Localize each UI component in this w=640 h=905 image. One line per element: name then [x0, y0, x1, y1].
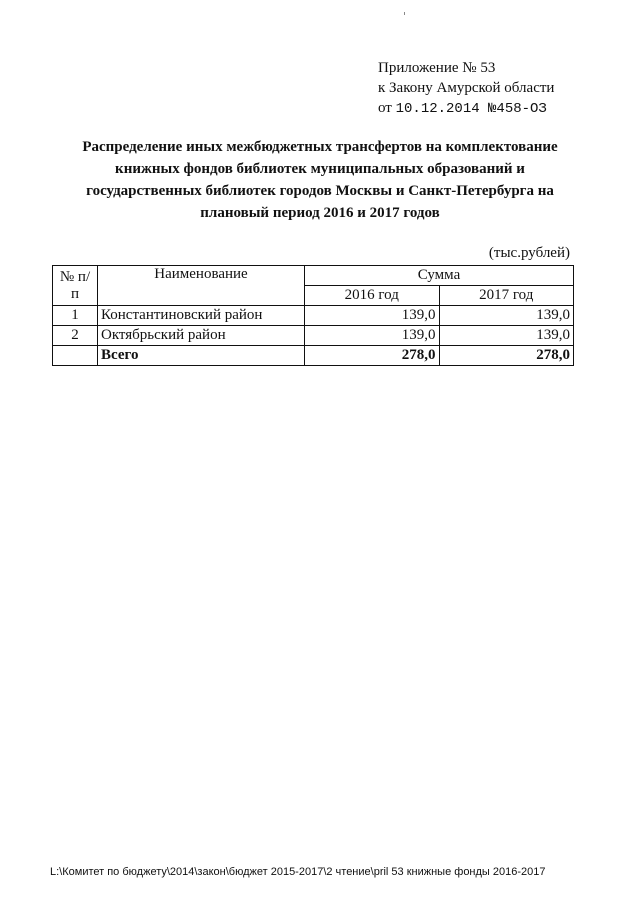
header-sum: Сумма	[305, 266, 574, 286]
row-2016: 139,0	[305, 306, 440, 326]
row-2016: 139,0	[305, 326, 440, 346]
total-2017: 278,0	[439, 346, 574, 366]
header-2017: 2017 год	[439, 286, 574, 306]
header-name: Наименование	[98, 266, 305, 306]
table-total-row	[53, 346, 574, 366]
row-name: Константиновский район	[98, 306, 305, 326]
appendix-header	[378, 58, 554, 119]
table-row	[53, 326, 574, 346]
appendix-date-prefix: от	[378, 100, 392, 116]
units-label: (тыс.рублей)	[488, 245, 570, 261]
appendix-law: к Закону Амурской области	[378, 80, 555, 96]
scan-speck	[404, 12, 405, 15]
appendix-date-value: 10.12.2014 №458-ОЗ	[395, 101, 547, 117]
appendix-date	[378, 98, 554, 119]
document-title: Распределение иных межбюджетных трансфертов на комплектование книжных фондов библиотек муниципальных образований и государственных библиотек городов Москвы и Санкт-Петербурга на плановый период 2016 и 2017 годов	[82, 139, 558, 221]
row-num: 1	[53, 306, 98, 326]
row-name: Октябрьский район	[98, 326, 305, 346]
row-num: 2	[53, 326, 98, 346]
table-header-row	[53, 266, 574, 286]
header-num: № п/п	[53, 266, 98, 306]
total-num	[53, 346, 98, 366]
table-row	[53, 306, 574, 326]
transfers-table	[52, 265, 574, 366]
header-2016: 2016 год	[305, 286, 440, 306]
row-2017: 139,0	[439, 326, 574, 346]
file-path-footer: L:\Комитет по бюджету\2014\закон\бюджет 2015-2017\2 чтение\pril 53 книжные фонды 2016-2017	[50, 866, 546, 878]
total-label: Всего	[98, 346, 305, 366]
total-2016: 278,0	[305, 346, 440, 366]
row-2017: 139,0	[439, 306, 574, 326]
appendix-number: Приложение № 53	[378, 60, 496, 76]
